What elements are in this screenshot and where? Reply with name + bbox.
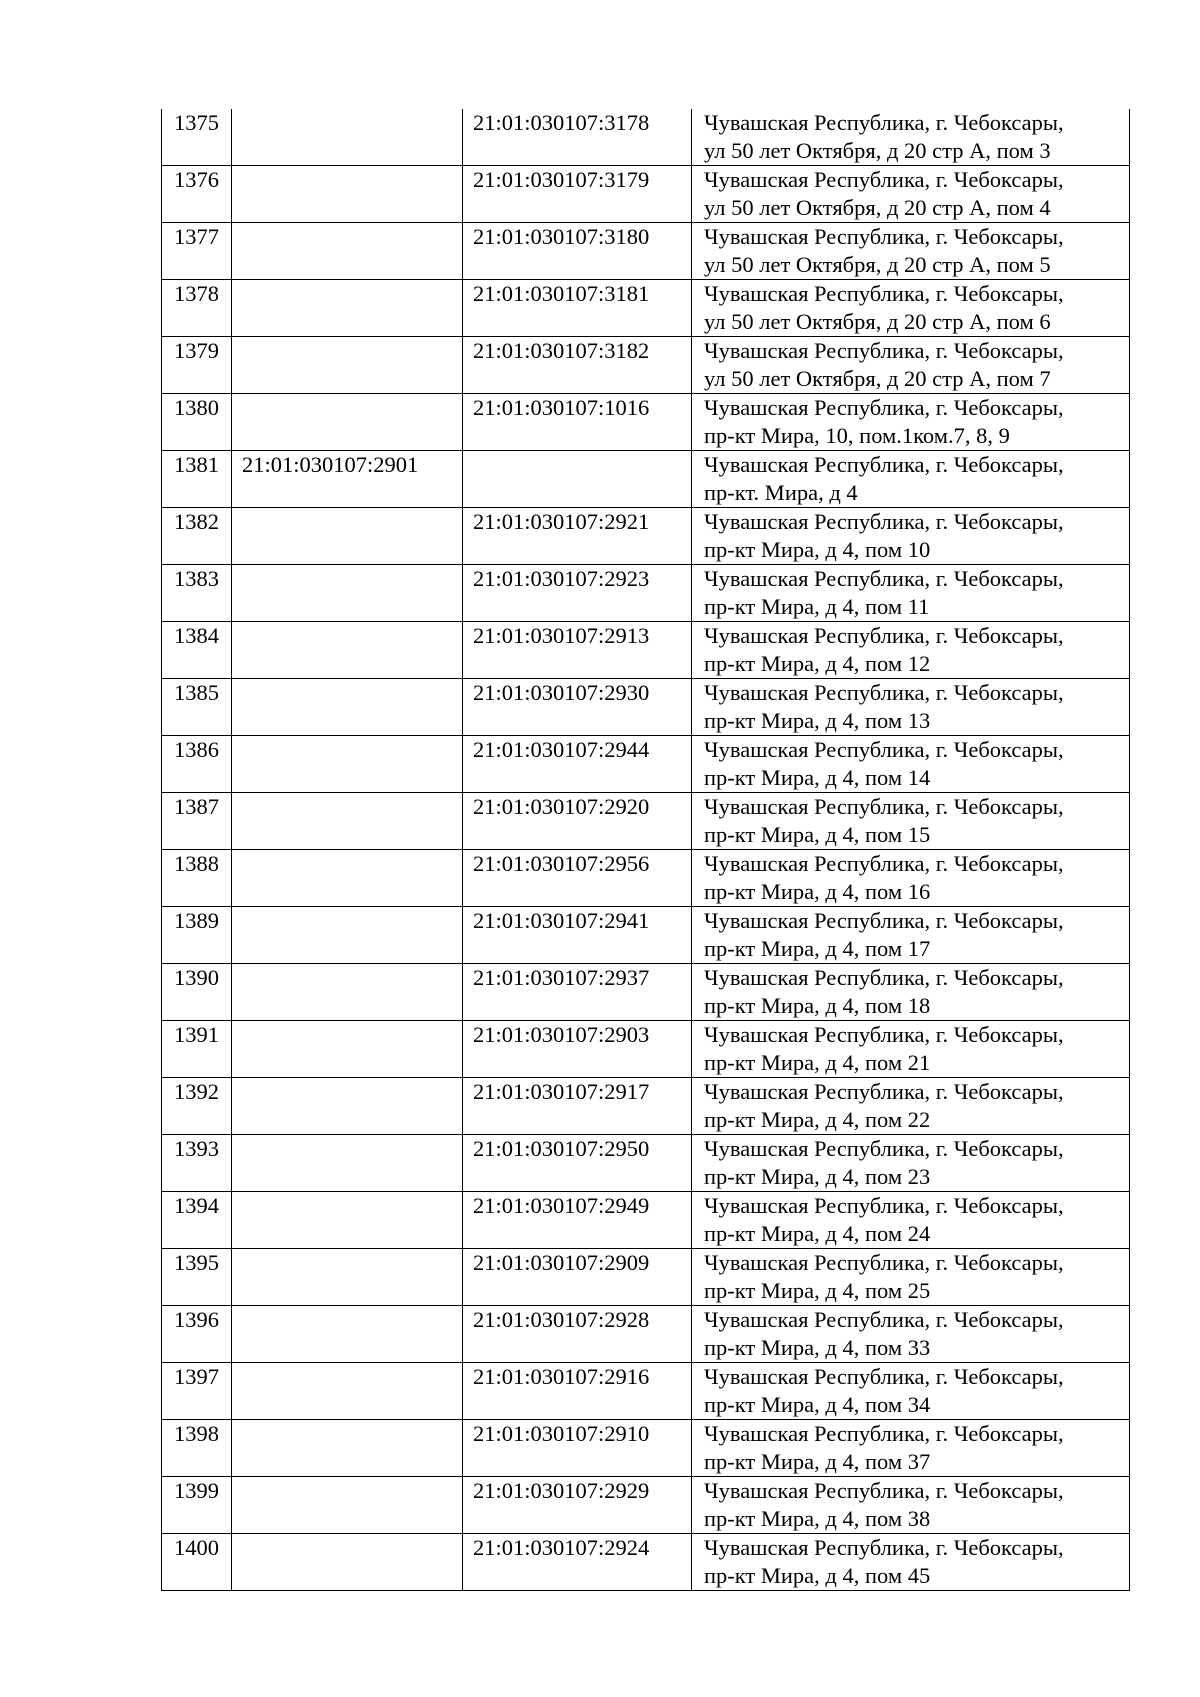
address-line: Чувашская Республика, г. Чебоксары,: [704, 1079, 1064, 1104]
address-line: пр-кт Мира, д 4, пом 15: [704, 822, 931, 847]
table-row: [162, 964, 1130, 1021]
row-number-cell: 1381: [162, 451, 232, 508]
address-cell: [692, 1420, 1130, 1477]
address-line: пр-кт Мира, д 4, пом 33: [704, 1335, 931, 1360]
address-cell: [692, 736, 1130, 793]
cadastral-number-cell: 21:01:030107:3180: [463, 223, 692, 280]
table-row: [162, 1135, 1130, 1192]
row-number-cell: 1386: [162, 736, 232, 793]
parent-cadastral-cell: [232, 736, 463, 793]
address-line: пр-кт Мира, д 4, пом 13: [704, 708, 931, 733]
address-cell: [692, 280, 1130, 337]
address-cell: [692, 1363, 1130, 1420]
row-number-cell: 1388: [162, 850, 232, 907]
address-cell: [692, 850, 1130, 907]
address-cell: [692, 1078, 1130, 1135]
address-line: Чувашская Республика, г. Чебоксары,: [704, 1307, 1064, 1332]
parent-cadastral-cell: [232, 964, 463, 1021]
address-line: Чувашская Республика, г. Чебоксары,: [704, 965, 1064, 990]
address-line: ул 50 лет Октября, д 20 стр А, пом 4: [704, 195, 1051, 220]
address-cell: [692, 793, 1130, 850]
cadastral-number-cell: 21:01:030107:2913: [463, 622, 692, 679]
address-line: ул 50 лет Октября, д 20 стр А, пом 5: [704, 252, 1051, 277]
table-row: [162, 1534, 1130, 1591]
address-line: пр-кт Мира, д 4, пом 11: [704, 594, 930, 619]
address-line: Чувашская Республика, г. Чебоксары,: [704, 680, 1064, 705]
parent-cadastral-cell: [232, 850, 463, 907]
cadastral-number-cell: [463, 451, 692, 508]
address-line: Чувашская Республика, г. Чебоксары,: [704, 1421, 1064, 1446]
row-number-cell: 1377: [162, 223, 232, 280]
address-line: Чувашская Республика, г. Чебоксары,: [704, 851, 1064, 876]
row-number-cell: 1380: [162, 394, 232, 451]
table-row: [162, 223, 1130, 280]
address-line: пр-кт Мира, д 4, пом 14: [704, 765, 931, 790]
table-row: [162, 337, 1130, 394]
address-line: Чувашская Республика, г. Чебоксары,: [704, 908, 1064, 933]
address-line: Чувашская Республика, г. Чебоксары,: [704, 1022, 1064, 1047]
row-number-cell: 1394: [162, 1192, 232, 1249]
address-line: Чувашская Республика, г. Чебоксары,: [704, 1535, 1064, 1560]
row-number-cell: 1376: [162, 166, 232, 223]
cadastral-number-cell: 21:01:030107:2910: [463, 1420, 692, 1477]
address-line: пр-кт Мира, д 4, пом 22: [704, 1107, 931, 1132]
address-line: Чувашская Республика, г. Чебоксары,: [704, 167, 1064, 192]
table-row: [162, 451, 1130, 508]
table-row: [162, 1420, 1130, 1477]
cadastral-number-cell: 21:01:030107:2916: [463, 1363, 692, 1420]
cadastral-number-cell: 21:01:030107:3179: [463, 166, 692, 223]
address-line: пр-кт Мира, д 4, пом 34: [704, 1392, 931, 1417]
address-cell: [692, 1135, 1130, 1192]
address-line: Чувашская Республика, г. Чебоксары,: [704, 1364, 1064, 1389]
address-cell: [692, 1192, 1130, 1249]
address-cell: [692, 451, 1130, 508]
row-number-cell: 1393: [162, 1135, 232, 1192]
parent-cadastral-cell: [232, 1078, 463, 1135]
parent-cadastral-cell: [232, 1192, 463, 1249]
address-line: Чувашская Республика, г. Чебоксары,: [704, 623, 1064, 648]
address-line: пр-кт. Мира, д 4: [704, 480, 858, 505]
table-row: [162, 793, 1130, 850]
table-row: [162, 907, 1130, 964]
table-row: [162, 850, 1130, 907]
address-cell: [692, 109, 1130, 166]
parent-cadastral-cell: [232, 508, 463, 565]
row-number-cell: 1382: [162, 508, 232, 565]
address-line: пр-кт Мира, д 4, пом 18: [704, 993, 931, 1018]
cadastral-number-cell: 21:01:030107:2950: [463, 1135, 692, 1192]
parent-cadastral-cell: [232, 1534, 463, 1591]
parent-cadastral-cell: [232, 394, 463, 451]
row-number-cell: 1379: [162, 337, 232, 394]
cadastral-number-cell: 21:01:030107:2903: [463, 1021, 692, 1078]
address-line: Чувашская Республика, г. Чебоксары,: [704, 1250, 1064, 1275]
parent-cadastral-cell: [232, 337, 463, 394]
row-number-cell: 1375: [162, 109, 232, 166]
row-number-cell: 1397: [162, 1363, 232, 1420]
row-number-cell: 1399: [162, 1477, 232, 1534]
address-cell: [692, 1249, 1130, 1306]
table-row: [162, 679, 1130, 736]
row-number-cell: 1385: [162, 679, 232, 736]
cadastral-number-cell: 21:01:030107:2928: [463, 1306, 692, 1363]
table-row: [162, 280, 1130, 337]
table-row: [162, 1249, 1130, 1306]
address-cell: [692, 1534, 1130, 1591]
address-line: Чувашская Республика, г. Чебоксары,: [704, 1193, 1064, 1218]
table-row: [162, 1477, 1130, 1534]
row-number-cell: 1378: [162, 280, 232, 337]
address-line: пр-кт Мира, д 4, пом 12: [704, 651, 931, 676]
row-number-cell: 1390: [162, 964, 232, 1021]
address-line: Чувашская Республика, г. Чебоксары,: [704, 509, 1064, 534]
address-line: Чувашская Республика, г. Чебоксары,: [704, 338, 1064, 363]
address-cell: [692, 565, 1130, 622]
row-number-cell: 1392: [162, 1078, 232, 1135]
address-line: пр-кт Мира, д 4, пом 24: [704, 1221, 931, 1246]
cadastral-number-cell: 21:01:030107:3178: [463, 109, 692, 166]
address-cell: [692, 622, 1130, 679]
parent-cadastral-cell: [232, 1135, 463, 1192]
address-line: пр-кт Мира, д 4, пом 16: [704, 879, 931, 904]
address-line: Чувашская Республика, г. Чебоксары,: [704, 1136, 1064, 1161]
row-number-cell: 1395: [162, 1249, 232, 1306]
cadastral-number-cell: 21:01:030107:2923: [463, 565, 692, 622]
address-line: пр-кт Мира, д 4, пом 45: [704, 1563, 931, 1588]
table-row: [162, 1021, 1130, 1078]
cadastral-number-cell: 21:01:030107:2941: [463, 907, 692, 964]
parent-cadastral-cell: [232, 1021, 463, 1078]
cadastral-number-cell: 21:01:030107:2917: [463, 1078, 692, 1135]
cadastral-number-cell: 21:01:030107:2949: [463, 1192, 692, 1249]
address-line: пр-кт Мира, д 4, пом 25: [704, 1278, 931, 1303]
address-line: пр-кт Мира, д 4, пом 10: [704, 537, 931, 562]
table-row: [162, 1078, 1130, 1135]
address-cell: [692, 1021, 1130, 1078]
parent-cadastral-cell: [232, 793, 463, 850]
address-line: ул 50 лет Октября, д 20 стр А, пом 6: [704, 309, 1051, 334]
address-line: Чувашская Республика, г. Чебоксары,: [704, 1478, 1064, 1503]
parent-cadastral-cell: [232, 1363, 463, 1420]
address-line: пр-кт Мира, 10, пом.1ком.7, 8, 9: [704, 423, 1010, 448]
parent-cadastral-cell: [232, 166, 463, 223]
parent-cadastral-cell: [232, 1249, 463, 1306]
address-line: ул 50 лет Октября, д 20 стр А, пом 3: [704, 138, 1051, 163]
cadastral-number-cell: 21:01:030107:2921: [463, 508, 692, 565]
table-row: [162, 166, 1130, 223]
table-row: [162, 508, 1130, 565]
address-line: пр-кт Мира, д 4, пом 23: [704, 1164, 931, 1189]
parent-cadastral-cell: [232, 622, 463, 679]
address-line: Чувашская Республика, г. Чебоксары,: [704, 794, 1064, 819]
row-number-cell: 1398: [162, 1420, 232, 1477]
cadastral-number-cell: 21:01:030107:2937: [463, 964, 692, 1021]
parent-cadastral-cell: [232, 679, 463, 736]
row-number-cell: 1391: [162, 1021, 232, 1078]
address-cell: [692, 907, 1130, 964]
address-line: Чувашская Республика, г. Чебоксары,: [704, 281, 1064, 306]
address-cell: [692, 1306, 1130, 1363]
address-cell: [692, 508, 1130, 565]
cadastral-number-cell: 21:01:030107:2944: [463, 736, 692, 793]
row-number-cell: 1389: [162, 907, 232, 964]
address-cell: [692, 964, 1130, 1021]
table-row: [162, 1306, 1130, 1363]
cadastral-number-cell: 21:01:030107:2956: [463, 850, 692, 907]
address-line: Чувашская Республика, г. Чебоксары,: [704, 224, 1064, 249]
address-line: пр-кт Мира, д 4, пом 17: [704, 936, 931, 961]
table-row: [162, 109, 1130, 166]
table-row: [162, 736, 1130, 793]
address-line: ул 50 лет Октября, д 20 стр А, пом 7: [704, 366, 1051, 391]
cadastral-number-cell: 21:01:030107:2929: [463, 1477, 692, 1534]
address-cell: [692, 1477, 1130, 1534]
address-cell: [692, 394, 1130, 451]
cadastral-number-cell: 21:01:030107:1016: [463, 394, 692, 451]
cadastral-number-cell: 21:01:030107:2924: [463, 1534, 692, 1591]
cadastral-number-cell: 21:01:030107:2920: [463, 793, 692, 850]
cadastral-number-cell: 21:01:030107:2909: [463, 1249, 692, 1306]
table-row: [162, 394, 1130, 451]
address-cell: [692, 223, 1130, 280]
cadastral-number-cell: 21:01:030107:3182: [463, 337, 692, 394]
parent-cadastral-cell: [232, 1306, 463, 1363]
row-number-cell: 1384: [162, 622, 232, 679]
row-number-cell: 1383: [162, 565, 232, 622]
property-registry-table: [161, 109, 1130, 1591]
address-cell: [692, 166, 1130, 223]
address-line: пр-кт Мира, д 4, пом 37: [704, 1449, 931, 1474]
row-number-cell: 1400: [162, 1534, 232, 1591]
address-cell: [692, 337, 1130, 394]
parent-cadastral-cell: [232, 280, 463, 337]
address-cell: [692, 679, 1130, 736]
parent-cadastral-cell: [232, 1420, 463, 1477]
address-line: пр-кт Мира, д 4, пом 38: [704, 1506, 931, 1531]
address-line: Чувашская Республика, г. Чебоксары,: [704, 566, 1064, 591]
cadastral-number-cell: 21:01:030107:3181: [463, 280, 692, 337]
row-number-cell: 1396: [162, 1306, 232, 1363]
table-row: [162, 565, 1130, 622]
address-line: пр-кт Мира, д 4, пом 21: [704, 1050, 931, 1075]
parent-cadastral-cell: [232, 1477, 463, 1534]
parent-cadastral-cell: [232, 223, 463, 280]
table-row: [162, 1192, 1130, 1249]
address-line: Чувашская Республика, г. Чебоксары,: [704, 737, 1064, 762]
registry-table-body: [162, 109, 1130, 1591]
cadastral-number-cell: 21:01:030107:2930: [463, 679, 692, 736]
address-line: Чувашская Республика, г. Чебоксары,: [704, 110, 1064, 135]
table-row: [162, 622, 1130, 679]
parent-cadastral-cell: [232, 565, 463, 622]
parent-cadastral-cell: [232, 109, 463, 166]
row-number-cell: 1387: [162, 793, 232, 850]
address-line: Чувашская Республика, г. Чебоксары,: [704, 452, 1064, 477]
table-row: [162, 1363, 1130, 1420]
parent-cadastral-cell: [232, 907, 463, 964]
address-line: Чувашская Республика, г. Чебоксары,: [704, 395, 1064, 420]
parent-cadastral-cell: 21:01:030107:2901: [232, 451, 463, 508]
